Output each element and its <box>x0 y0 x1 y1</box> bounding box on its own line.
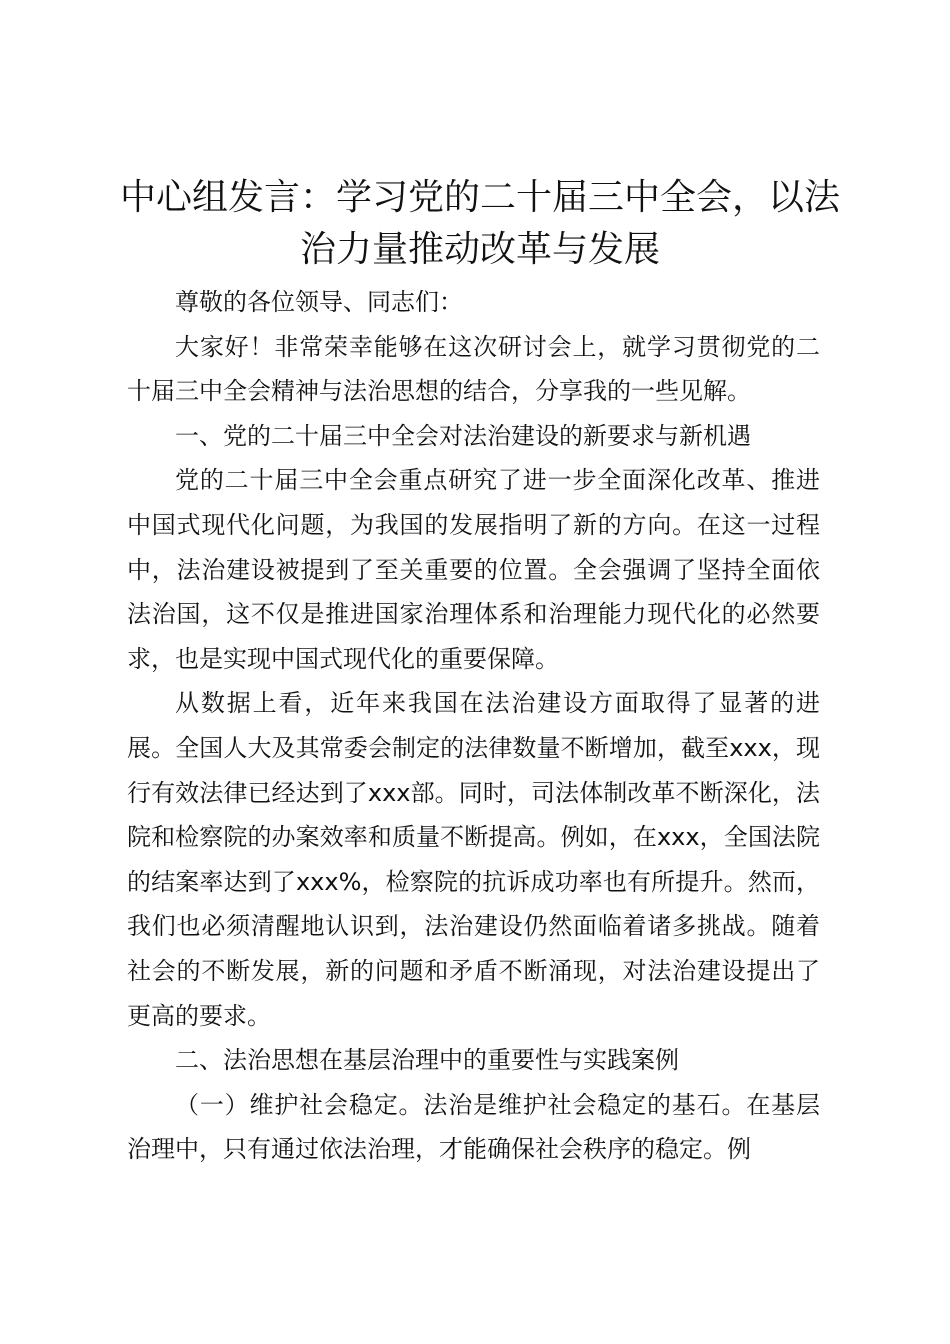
section-heading-1: 一、党的二十届三中全会对法治建设的新要求与新机遇 <box>175 421 751 450</box>
document-title: 中心组发言：学习党的二十届三中全会，以法治力量推动改革与发展 <box>119 177 840 270</box>
salutation: 尊敬的各位领导、同志们： <box>175 288 463 316</box>
paragraph-social-stability: （一）维护社会稳定。法治是维护社会稳定的基石。在基层治理中，只有通过依法治理，才能确保社会秩序的稳定。例 <box>127 1090 820 1164</box>
paragraph-data-progress: 从数据上看，近年来我国在法治建设方面取得了显著的进展。全国人大及其常委会制定的法律数量不断增加，截至xxx，现行有效法律已经达到了xxx部。同时，司法体制改革不断深化，法院和检察院的办案效率和质量不断提高。例如，在xxx，全国法院的结案率达到了xxx%，检察院的抗诉成功率也有所提升。然而，我们也必须清醒地认识到，法治建设仍然面临着诸多挑战。随着社会的不断发展，新的问题和矛盾不断涌现，对法治建设提出了更高的要求。 <box>127 689 820 1030</box>
document-body <box>127 280 820 1172</box>
paragraph-greeting: 大家好！非常荣幸能够在这次研讨会上，就学习贯彻党的二十届三中全会精神与法治思想的结合，分享我的一些见解。 <box>127 332 820 406</box>
section-heading-2: 二、法治思想在基层治理中的重要性与实践案例 <box>175 1046 679 1075</box>
paragraph-plenum-focus: 党的二十届三中全会重点研究了进一步全面深化改革、推进中国式现代化问题，为我国的发展指明了新的方向。在这一过程中，法治建设被提到了至关重要的位置。全会强调了坚持全面依法治国，这不仅是推进国家治理体系和治理能力现代化的必然要求，也是实现中国式现代化的重要保障。 <box>127 466 820 673</box>
